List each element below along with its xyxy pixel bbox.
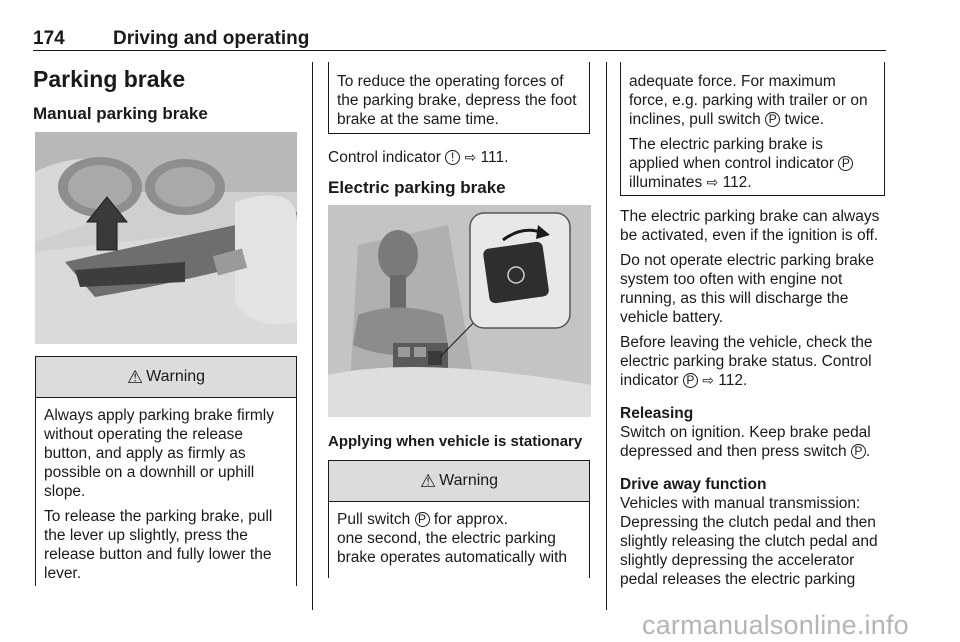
note-text — [629, 72, 876, 129]
note-text-part: adequate force. For maximum force, e.g. parking with trailer or on inclines, pull switch — [629, 73, 868, 128]
warning-text: To release the parking brake, pull the lever up slightly, press the release button and fully lower the lever. — [44, 508, 273, 582]
control-indicator-line — [328, 148, 590, 167]
page-ref-arrow-icon: ⇨ — [464, 149, 477, 165]
subheading-drive-away: Drive away function — [620, 476, 767, 493]
subsection-title: Electric parking brake — [328, 178, 506, 197]
electric-parking-brake-photo — [328, 205, 591, 417]
warning-text — [337, 510, 581, 567]
subheading-releasing: Releasing — [620, 405, 694, 422]
note-box — [620, 62, 885, 196]
section-title: Parking brake — [33, 66, 186, 92]
warning-header — [328, 460, 590, 502]
column-divider — [312, 62, 313, 610]
warning-icon: ⚠ — [126, 366, 144, 387]
body-text-block — [620, 207, 886, 589]
note-box — [328, 62, 590, 134]
control-indicator-text: Control indicator — [328, 149, 441, 166]
note-text-part: twice. — [784, 111, 825, 128]
page-ref: 112. — [722, 174, 752, 191]
subsection-title: Manual parking brake — [33, 104, 208, 123]
chapter-title: Driving and operating — [113, 28, 310, 49]
parking-switch-icon: P — [415, 512, 430, 527]
page-ref: 111. — [480, 149, 509, 166]
page-number: 174 — [33, 28, 65, 49]
warning-header — [35, 356, 297, 398]
warning-box — [35, 356, 297, 582]
watermark: carmanualsonline.info — [642, 610, 909, 640]
paragraph: Vehicles with manual transmission: Depressing the clutch pedal and then slightly releasing the clutch pedal and slightly depressing the accelerator pedal releases the electric parking — [620, 495, 878, 588]
page-header — [33, 26, 886, 51]
parking-indicator-icon: P — [683, 373, 698, 388]
warning-text-part: one second, the electric parking brake operates automatically with — [337, 530, 568, 566]
warning-text-part: for approx. — [433, 511, 508, 528]
column-divider — [606, 62, 607, 610]
note-text: To reduce the operating forces of the parking brake, depress the foot brake at the same time. — [337, 73, 577, 128]
brake-indicator-icon: ! — [445, 150, 460, 165]
paragraph-part: Switch on ignition. Keep brake pedal depressed and then press switch — [620, 424, 871, 460]
warning-label: Warning — [146, 368, 206, 385]
warning-text: Always apply parking brake firmly without operating the release button, and apply as firmly as possible on a downhill or uphill slope. — [44, 407, 275, 500]
parking-indicator-icon: P — [838, 156, 853, 171]
page-ref: 112. — [718, 372, 748, 389]
manual-parking-brake-photo — [35, 132, 297, 344]
parking-switch-icon: P — [851, 444, 866, 459]
note-text-part: The electric parking brake is applied when control indicator — [629, 136, 835, 172]
warning-label: Warning — [439, 472, 499, 489]
parking-switch-icon: P — [765, 112, 780, 127]
page-ref-arrow-icon: ⇨ — [702, 372, 714, 388]
paragraph: Do not operate electric parking brake system too often with engine not running, as this will discharge the vehicle battery. — [620, 252, 875, 326]
warning-icon: ⚠ — [419, 470, 437, 491]
page-ref-arrow-icon: ⇨ — [706, 174, 719, 190]
subsection-title: Applying when vehicle is stationary — [328, 433, 583, 450]
warning-box — [328, 460, 590, 568]
paragraph: Switch on ignition. Keep brake pedal depressed and then press switch P . — [620, 424, 871, 460]
paragraph-part: Before leaving the vehicle, check the electric parking brake status. Control indicator — [620, 334, 873, 389]
note-text-part: illuminates — [629, 174, 703, 191]
warning-text-part: Pull switch — [337, 511, 411, 528]
paragraph: The electric parking brake can always be activated, even if the ignition is off. — [620, 208, 880, 244]
paragraph — [620, 333, 886, 390]
note-text — [629, 135, 876, 192]
